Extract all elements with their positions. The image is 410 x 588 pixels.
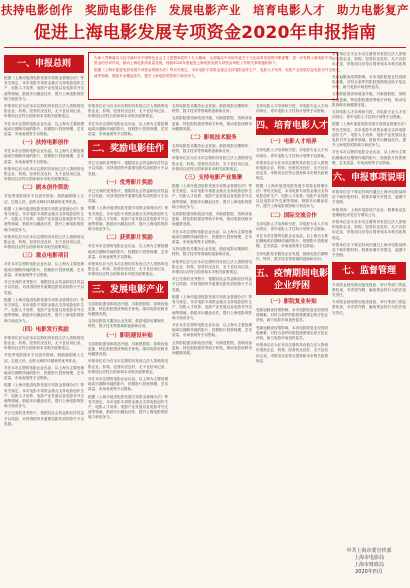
page-title: 促进上海电影发展专项资金2020年申报指南 [33, 23, 377, 43]
paragraph: 对优秀电影剧本予以创作资助，鼓励编剧深入生活、扎根人民，创作反映时代精神的优秀作品。 [4, 353, 84, 363]
paragraph: 申报单位应为在本市注册的具有独立法人资格的电影企业、机构，经营状况良好，无不良信用记录，申报项目应符合国家和本市相关政策规定。 [88, 359, 168, 374]
paragraph: 申报单位应为在本市注册的具有独立法人资格的电影企业、机构，经营状况良好，无不良信用记录，申报项目应符合国家和本市相关政策规定。 [88, 104, 168, 119]
issuer-org-2: 上海市电影局 [353, 555, 384, 561]
paragraph: 受新冠肺炎疫情影响，本市电影院复业经营面临困难，对符合条件的影院按照规定给予复业补贴，助力电影市场加快复苏。 [256, 325, 328, 341]
column-4 [256, 104, 328, 582]
paragraph: 支持电影技术服务企业发展，鼓励电影后期制作、特效、数字技术等领域的创新和应用。 [172, 104, 252, 114]
paragraph: 支持影院建设和改造升级，对新建影院、放映设备更新、特色影院建设等给予补贴，推动电影放映市场健康发展。 [172, 212, 252, 227]
paragraph: 支持影院建设和改造升级，对新建影院、放映设备更新、特色影院建设等给予补贴，推动电影放映市场健康发展。 [172, 116, 252, 131]
paragraph: 对在本市注册的电影企业出品、以上海为主要拍摄地或后期制作地的影片，按照影片投资规模、艺术质量、市场表现等予以资助。 [88, 376, 168, 392]
paragraph: 支持影院建设和改造升级，对新建影院、放映设备更新、特色影院建设等给予补贴，推动电影放映市场健康发展。 [88, 341, 168, 357]
paragraph: 根据《上海市促进电影发展专项资金管理办法》等有关规定，本市电影专项资金重点支持电影创作生产、电影人才培养、电影产业发展以及电影对外交流等领域，鼓励多出精品佳作，提升上海电影的影响力和竞争力。 [4, 76, 84, 101]
subsection-heading: （一）优秀影片奖励 [103, 179, 153, 186]
subsection-heading: （一）扶持电影创作 [19, 140, 69, 147]
column-3 [172, 104, 252, 582]
paragraph: 对在本市注册的电影企业出品、以上海为主要拍摄地或后期制作地的影片，按照影片投资规模、艺术质量、市场表现等予以资助。 [332, 150, 406, 165]
paragraph: 对已完成的优秀影片，根据其社会效益和经济效益予以奖励，对获得国内外重要电影奖项的影片予以奖励。 [4, 411, 84, 426]
paragraph: 申报单位应为在本市注册的具有独立法人资格的电影企业、机构，经营状况良好，无不良信用记录，申报项目应符合国家和本市相关政策规定。 [4, 166, 84, 182]
paragraph: 对在本市注册的电影企业出品、以上海为主要拍摄地或后期制作地的影片，按照影片投资规模、艺术质量、市场表现等予以资助。 [4, 121, 84, 137]
paragraph: 申报单位应为在本市注册的具有独立法人资格的电影企业、机构，经营状况良好，无不良信用记录，申报项目应符合国家和本市相关政策规定。 [256, 160, 328, 181]
paragraph: 根据《上海市促进电影发展专项资金管理办法》等有关规定，本市电影专项资金重点支持电影创作生产、电影人才培养、电影产业发展以及电影对外交流等领域，鼓励多出精品佳作，提升上海电影的影响力和竞争力。 [4, 297, 84, 323]
section-3-banner: 三、发展电影产业 [88, 281, 168, 299]
column-2 [88, 104, 168, 582]
paragraph: 对在本市注册的电影企业出品、以上海为主要拍摄地或后期制作地的影片，按照影片投资规模、艺术质量、市场表现等予以资助。 [256, 234, 328, 249]
paragraph: 根据《上海市促进电影发展专项资金管理办法》等有关规定，本市电影专项资金重点支持电影创作生产、电影人才培养、电影产业发展以及电影对外交流等领域，鼓励多出精品佳作，提升上海电影的影响力和竞争力。 [4, 206, 84, 232]
paragraph: 根据《上海市促进电影发展专项资金管理办法》等有关规定，本市电影专项资金重点支持电影创作生产、电影人才培养、电影产业发展以及电影对外交流等领域，鼓励多出精品佳作，提升上海电影的影响力和竞争力。 [172, 294, 252, 320]
paragraph: 对已完成的优秀影片，根据其社会效益和经济效益予以奖励，对获得国内外重要电影奖项的影片予以奖励。 [88, 188, 168, 204]
subsection-heading: （三）重点电影项目 [19, 253, 69, 260]
paragraph: 支持电影技术服务企业发展，鼓励电影后期制作、特效、数字技术等领域的创新和应用。 [256, 251, 328, 261]
subsection-heading: （三）支持电影产业集聚 [181, 175, 243, 182]
paragraph: 申报单位应于规定时间内通过上海市电影局网站下载申报材料，按要求填写并提交，逾期不予受理。 [332, 242, 406, 258]
paragraph: 申报咨询：上海市电影局产业处，联系电话及受理地址详见官方网站公告。 [332, 207, 406, 217]
paragraph: 对在本市注册的电影企业出品、以上海为主要拍摄地或后期制作地的影片，按照影片投资规模、艺术质量、市场表现等予以资助。 [88, 244, 168, 259]
issuer-org: 中共上海市委宣传部 [346, 548, 392, 554]
paragraph: 支持影院建设和改造升级，对新建影院、放映设备更新、特色影院建设等给予补贴，推动电影放映市场健康发展。 [172, 340, 252, 355]
column-1 [4, 52, 84, 582]
paragraph: 支持电影人才培养和引进，对电影专业人才培训项目、青年电影人才扶持计划等予以资助。 [256, 148, 328, 158]
subsection-heading: （一）影院复业补贴 [267, 299, 317, 306]
section-6-banner: 六、申报事项说明 [332, 169, 406, 187]
paragraph: 对在本市注册的电影企业出品、以上海为主要拍摄地或后期制作地的影片，按照影片投资规模、艺术质量、市场表现等予以资助。 [88, 121, 168, 137]
paragraph: 支持影院建设和改造升级，对新建影院、放映设备更新、特色影院建设等给予补贴，推动电影放映市场健康发展。 [88, 301, 168, 317]
subsection-heading: （一）影院建设补贴 [103, 332, 153, 339]
paragraph: 对在本市注册的电影企业出品、以上海为主要拍摄地或后期制作地的影片，按照影片投资规模、艺术质量、市场表现等予以资助。 [172, 322, 252, 338]
subsection-heading: （四）电影发行奖励 [19, 326, 69, 333]
paragraph: 受新冠肺炎疫情影响，本市电影院复业经营面临困难，对符合条件的影院按照规定给予复业补贴，助力电影市场加快复苏。 [332, 74, 406, 90]
slogan-banner: 扶持电影创作 奖励电影佳作 发展电影产业 培育电影人才 助力电影复产 [1, 3, 409, 17]
paragraph: 支持电影人才培养和引进，对电影专业人才培训项目、青年电影人才扶持计划等予以资助。 [256, 221, 328, 231]
issuer-org-3: 上海市财政局 [353, 562, 384, 568]
paragraph: 对在本市注册的电影企业出品、以上海为主要拍摄地或后期制作地的影片，按照影片投资规模、艺术质量、市场表现等予以资助。 [4, 365, 84, 381]
paragraph: 支持电影人才培养和引进，对电影专业人才培训项目、青年电影人才扶持计划等予以资助。 [256, 104, 328, 114]
column-5 [332, 52, 406, 582]
paragraph: 支持电影人才培养和引进，对电影专业人才培训项目、青年电影人才扶持计划等予以资助。 [332, 110, 406, 120]
paragraph: 申报单位应为在本市注册的具有独立法人资格的电影企业、机构，经营状况良好，无不良信用记录，申报项目应符合国家和本市相关政策规定。 [4, 234, 84, 250]
paragraph: 根据《上海市促进电影发展专项资金管理办法》等有关规定，本市电影专项资金重点支持电影创作生产、电影人才培养、电影产业发展以及电影对外交流等领域，鼓励多出精品佳作，提升上海电影的影响力和竞争力。 [88, 206, 168, 232]
section-4-banner: 四、培育电影人才 [256, 117, 328, 135]
section-2-banner: 二、奖励电影佳作 [88, 140, 168, 158]
paragraph: 根据《上海市促进电影发展专项资金管理办法》等有关规定，本市电影专项资金重点支持电影创作生产、电影人才培养、电影产业发展以及电影对外交流等领域，鼓励多出精品佳作，提升上海电影的影响力和竞争力。 [256, 183, 328, 209]
section-1-banner: 一、申报总则 [4, 55, 84, 73]
paragraph: 申报单位应为在本市注册的具有独立法人资格的电影企业、机构，经营状况良好，无不良信用记录，申报项目应符合国家和本市相关政策规定。 [332, 52, 406, 72]
paragraph: 支持电影技术服务企业发展，鼓励电影后期制作、特效、数字技术等领域的创新和应用。 [88, 319, 168, 329]
paragraph: 申报单位应为在本市注册的具有独立法人资格的电影企业、机构，经营状况良好，无不良信用记录，申报项目应符合国家和本市相关政策规定。 [256, 343, 328, 363]
header-divider [4, 47, 406, 48]
paragraph: 根据《上海市促进电影发展专项资金管理办法》等有关规定，本市电影专项资金重点支持电影创作生产、电影人才培养、电影产业发展以及电影对外交流等领域，鼓励多出精品佳作，提升上海电影的影响力和竞争力。 [332, 122, 406, 148]
section-5-banner: 五、疫情期间电影企业纾困 [256, 265, 328, 295]
subsection-heading: （二）国际交流合作 [267, 212, 317, 219]
paragraph: 申报单位应为在本市注册的具有独立法人资格的电影企业、机构，经营状况良好，无不良信用记录，申报项目应符合国家和本市相关政策规定。 [172, 259, 252, 275]
notice-text-repeat: 根据《上海市促进电影发展专项资金管理办法》等有关规定，本市电影专项资金重点支持电影创作生产、电影人才培养、电影产业发展以及电影对外交流等领域，鼓励多出精品佳作，提升上海电影的影响力和竞争力。 [94, 68, 332, 78]
notice-text: 为深入贯彻落实习近平新时代中国特色社会主义思想和党的十九大精神，全面落实中央和市委关于文化改革发展的决策部署，进一步发挥上海电影专项资金的引导作用，推动上海电影高质量发展，现就2020年度促进上海电影发展专项资金申报工作相关事项通知如下。 [94, 56, 332, 66]
paragraph: 申报单位应于规定时间内通过上海市电影局网站下载申报材料，按要求填写并提交，逾期不予受理。 [332, 190, 406, 205]
paragraph: 对优秀电影剧本予以创作资助，鼓励编剧深入生活、扎根人民，创作反映时代精神的优秀作品。 [4, 194, 84, 204]
paragraph: 申报单位应为在本市注册的具有独立法人资格的电影企业、机构，经营状况良好，无不良信用记录，申报项目应符合国家和本市相关政策规定。 [172, 156, 252, 171]
paragraph: 支持电影技术服务企业发展，鼓励电影后期制作、特效、数字技术等领域的创新和应用。 [172, 144, 252, 154]
issue-date: 2020年四月 [355, 569, 383, 575]
paragraph: 专项资金使用情况接受财政、审计等部门的监督检查，对弄虚作假、骗取资金的行为依法追究责任。 [332, 282, 406, 297]
paragraph: 专项资金使用情况接受财政、审计等部门的监督检查，对弄虚作假、骗取资金的行为依法追究责任。 [332, 300, 406, 315]
paragraph: 支持影院建设和改造升级，对新建影院、放映设备更新、特色影院建设等给予补贴，推动电影放映市场健康发展。 [332, 92, 406, 107]
paragraph: 申报单位应为在本市注册的具有独立法人资格的电影企业、机构，经营状况良好，无不良信用记录，申报项目应符合国家和本市相关政策规定。 [88, 262, 168, 277]
subsection-heading: （二）影视技术服务 [187, 135, 237, 142]
paragraph: 对在本市注册的电影企业出品、以上海为主要拍摄地或后期制作地的影片，按照影片投资规模、艺术质量、市场表现等予以资助。 [4, 149, 84, 164]
issuer-signature [332, 548, 406, 580]
subsection-heading: （二）剧本创作资助 [19, 185, 69, 192]
subsection-heading: （一）电影人才培养 [267, 139, 317, 146]
paragraph: 对在本市注册的电影企业出品、以上海为主要拍摄地或后期制作地的影片，按照影片投资规模、艺术质量、市场表现等予以资助。 [172, 229, 252, 245]
paragraph: 支持电影技术服务企业发展，鼓励电影后期制作、特效、数字技术等领域的创新和应用。 [172, 247, 252, 257]
paragraph: 根据《上海市促进电影发展专项资金管理办法》等有关规定，本市电影专项资金重点支持电影创作生产、电影人才培养、电影产业发展以及电影对外交流等领域，鼓励多出精品佳作，提升上海电影的影响力和竞争力。 [88, 394, 168, 420]
paragraph: 申报单位应为在本市注册的具有独立法人资格的电影企业、机构，经营状况良好，无不良信用记录，申报项目应符合国家和本市相关政策规定。 [4, 335, 84, 351]
paragraph: 申报单位应为在本市注册的具有独立法人资格的电影企业、机构，经营状况良好，无不良信用记录，申报项目应符合国家和本市相关政策规定。 [4, 104, 84, 119]
paragraph: 申报单位应为在本市注册的具有独立法人资格的电影企业、机构，经营状况良好，无不良信用记录，申报项目应符合国家和本市相关政策规定。 [332, 220, 406, 240]
paragraph: 对在本市注册的电影企业出品、以上海为主要拍摄地或后期制作地的影片，按照影片投资规模、艺术质量、市场表现等予以资助。 [4, 262, 84, 277]
notice-box [88, 52, 338, 100]
subsection-heading: （二）获奖影片奖励 [103, 235, 153, 242]
paragraph: 对已完成的优秀影片，根据其社会效益和经济效益予以奖励，对获得国内外重要电影奖项的影片予以奖励。 [172, 277, 252, 292]
paragraph: 受新冠肺炎疫情影响，本市电影院复业经营面临困难，对符合条件的影院按照规定给予复业补贴，助力电影市场加快复苏。 [256, 308, 328, 323]
paragraph: 根据《上海市促进电影发展专项资金管理办法》等有关规定，本市电影专项资金重点支持电影创作生产、电影人才培养、电影产业发展以及电影对外交流等领域，鼓励多出精品佳作，提升上海电影的影响力和竞争力。 [4, 383, 84, 409]
paragraph: 对已完成的优秀影片，根据其社会效益和经济效益予以奖励，对获得国内外重要电影奖项的影片予以奖励。 [88, 161, 168, 176]
section-7-banner: 七、监督管理 [332, 262, 406, 280]
paragraph: 根据《上海市促进电影发展专项资金管理办法》等有关规定，本市电影专项资金重点支持电影创作生产、电影人才培养、电影产业发展以及电影对外交流等领域，鼓励多出精品佳作，提升上海电影的影响力和竞争力。 [172, 184, 252, 209]
paragraph: 对已完成的优秀影片，根据其社会效益和经济效益予以奖励，对获得国内外重要电影奖项的影片予以奖励。 [4, 280, 84, 295]
